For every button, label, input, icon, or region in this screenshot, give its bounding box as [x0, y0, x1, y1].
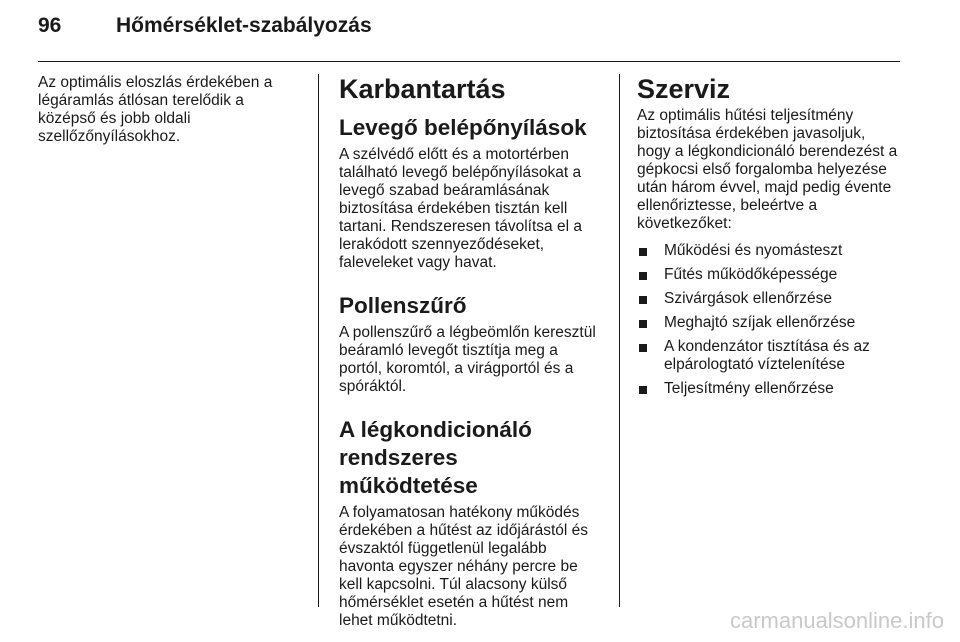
service-checklist	[637, 242, 903, 398]
list-item-text: Fűtés működőképessége	[664, 266, 838, 283]
list-item-text: Meghajtó szíjak ellenőrzése	[664, 314, 856, 331]
ac-operation-heading: A légkondicionáló rendszeres működtetése	[339, 417, 532, 498]
list-item	[637, 314, 903, 332]
watermark: carmanualsonline.info	[729, 608, 944, 633]
air-inlets-heading: Levegő belépőnyílások	[339, 115, 587, 140]
column-divider-1	[318, 74, 319, 607]
column-divider-2	[619, 74, 620, 607]
square-bullet-icon	[639, 272, 647, 280]
list-item	[637, 290, 903, 308]
square-bullet-icon	[639, 296, 647, 304]
ac-operation-paragraph: A folyamatosan hatékony működés érdekében a hűtést az időjárástól és évszaktól függetlenül legalább havonta egyszer néhány percre be kell kapcsolni. Túl alacsony külső hőmérséklet esetén a hűtést nem lehet működtetni.	[339, 504, 589, 629]
square-bullet-icon	[639, 344, 647, 352]
list-item-text: Működési és nyomásteszt	[664, 242, 843, 259]
maintenance-heading: Karbantartás	[339, 74, 506, 104]
list-item	[637, 242, 903, 260]
square-bullet-icon	[639, 386, 647, 394]
page-title: Hőmérséklet-szabályozás	[116, 14, 372, 37]
header-rule	[38, 61, 900, 62]
square-bullet-icon	[639, 320, 647, 328]
service-paragraph: Az optimális hűtési teljesítmény biztosítása érdekében javasoljuk, hogy a légkondicionáló berendezést a gépkocsi első forgalomba helyezése után három évvel, majd pedig évente ellenőriztesse, beleértve a következőket:	[637, 107, 898, 232]
page-number: 96	[38, 14, 62, 37]
column-1	[38, 74, 300, 146]
intro-paragraph: Az optimális eloszlás érdekében a légáramlás átlósan terelődik a középső és jobb oldali szellőzőnyílásokhoz.	[38, 74, 273, 145]
list-item	[637, 380, 903, 398]
square-bullet-icon	[639, 248, 647, 256]
column-3	[637, 74, 903, 404]
list-item	[637, 338, 903, 374]
list-item-text: Szivárgások ellenőrzése	[664, 290, 833, 307]
page-header	[38, 14, 372, 38]
pollen-filter-paragraph: A pollenszűrő a légbeömlőn keresztül beáramló levegőt tisztítja meg a portól, koromtól, a virágportól és a spóráktól.	[339, 324, 596, 395]
air-inlets-paragraph: A szélvédő előtt és a motortérben található levegő belépőnyílásokat a levegő szabad beáramlásának biztosítása érdekében tisztán kell tartani. Rendszeresen távolítsa el a lerakódott szennyeződéseket, faleveleket vagy havat.	[339, 146, 582, 271]
list-item-text: A kondenzátor tisztítása és az elpárologtató víztelenítése	[664, 338, 870, 373]
service-heading: Szerviz	[637, 74, 731, 104]
list-item-text: Teljesítmény ellenőrzése	[664, 380, 834, 397]
list-item	[637, 266, 903, 284]
pollen-filter-heading: Pollenszűrő	[339, 293, 467, 318]
column-2	[339, 74, 601, 630]
